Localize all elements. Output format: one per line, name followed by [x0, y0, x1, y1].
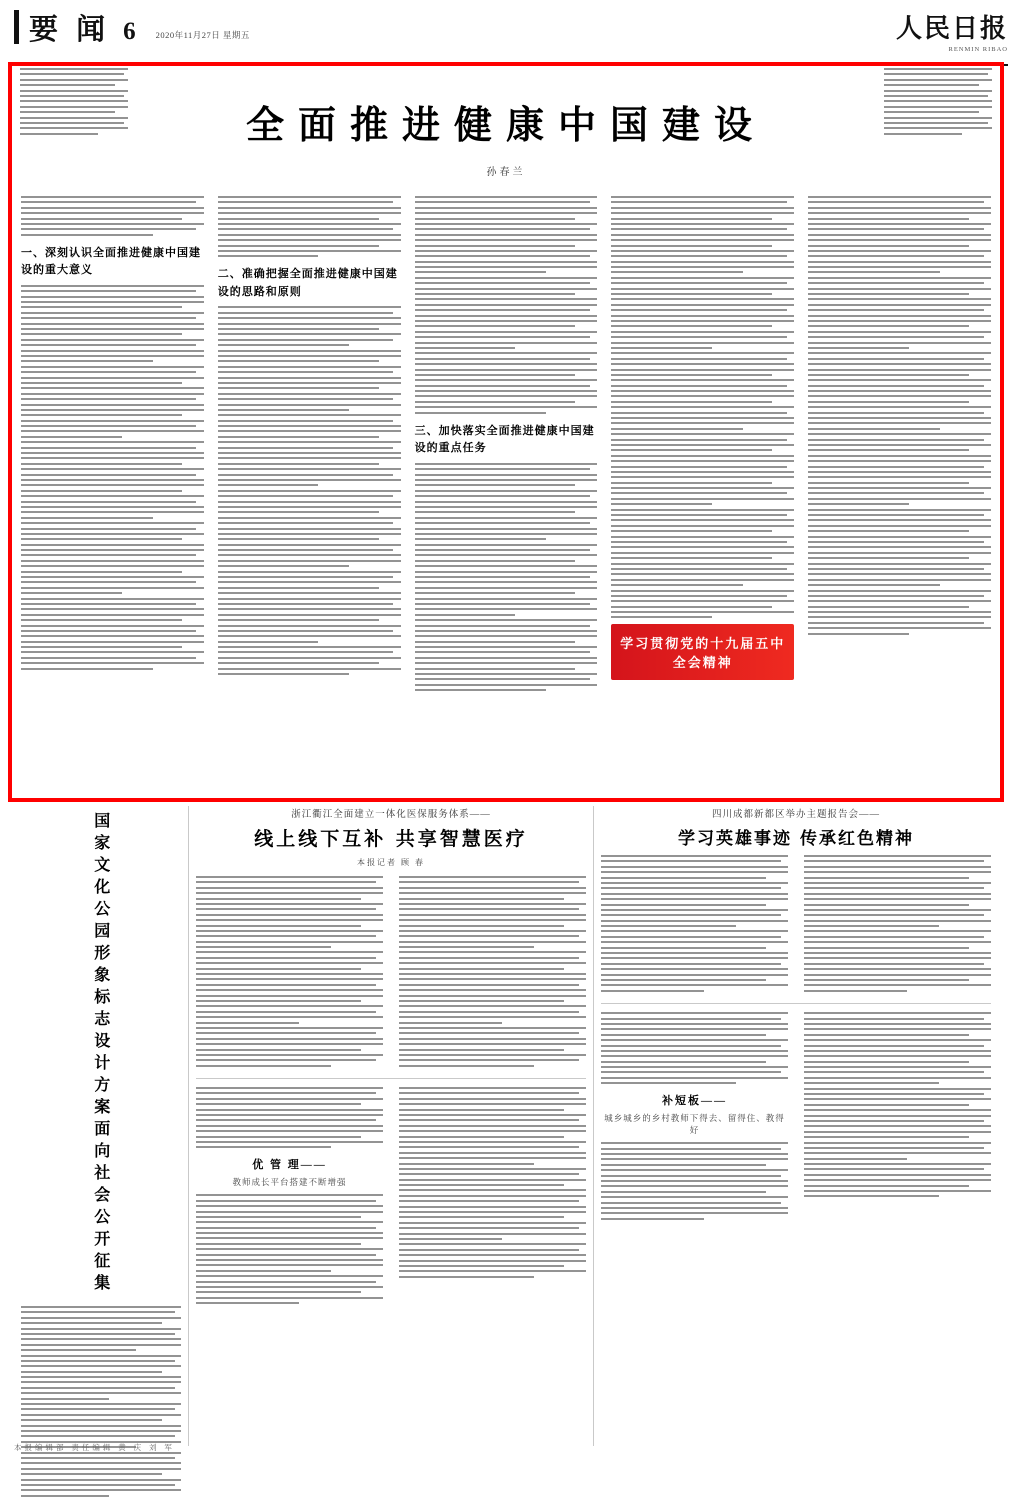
masthead-left	[14, 10, 250, 44]
feature-headline: 线上线下互补 共享智慧医疗	[254, 828, 528, 850]
top-article-columns	[14, 196, 998, 695]
notice-block	[14, 806, 189, 1446]
paper-name-en: RENMIN RIBAO	[948, 46, 1008, 53]
page-number: 6	[123, 18, 136, 45]
subsection-sub-2: 城乡城乡的乡村教师下得去、留得住、教得好	[604, 1113, 785, 1136]
article-byline: 孙春兰	[486, 167, 526, 178]
section-heading-2: 二、准确把握全面推进健康中国建设的思路和原则	[217, 267, 398, 298]
article-column-2	[211, 196, 408, 695]
study-banner: 学习贯彻党的十九届五中全会精神	[611, 624, 794, 680]
feature-authors: 本报记者 顾 春	[357, 858, 425, 867]
column-divider-2	[601, 1003, 991, 1004]
article-column-3	[408, 196, 605, 695]
subsection-sub-1: 教师成长平台搭建不断增强	[232, 1177, 347, 1188]
masthead-bar-icon	[14, 10, 19, 44]
feature-kicker: 浙江衢江全面建立一体化医保服务体系——	[291, 810, 491, 820]
feature-article-hero	[594, 806, 998, 1446]
subsection-heading-1: 优 管 理——	[252, 1159, 327, 1172]
article-headline: 全面推进健康中国建设	[245, 102, 766, 147]
section-title: 要 闻	[29, 12, 110, 46]
subsection-heading-2: 补短板——	[662, 1095, 727, 1108]
notice-body	[21, 1306, 181, 1497]
article-column-5	[801, 196, 998, 695]
article-column-4	[604, 196, 801, 695]
paper-name: 人民日报	[895, 14, 1008, 44]
column-divider	[196, 1078, 586, 1079]
right-margin-column	[878, 68, 998, 178]
notice-title: 国家文化公园形象标志设计方案面向社会公开征集	[91, 812, 111, 1296]
section-heading-3: 三、加快落实全面推进健康中国建设的重点任务	[414, 423, 595, 455]
hero-headline: 学习英雄事迹 传承红色精神	[678, 829, 914, 849]
left-margin-column	[14, 68, 134, 178]
feature-article-health	[189, 806, 594, 1446]
bottom-section	[14, 806, 998, 1446]
top-article	[14, 68, 998, 794]
masthead	[14, 6, 1008, 66]
section-heading-1: 一、深刻认识全面推进健康中国建设的重大意义	[21, 245, 201, 277]
masthead-right	[896, 8, 1008, 53]
page-footer: 本报编辑部 责任编辑 黄 庆 刘 军	[14, 1443, 175, 1452]
article-column-1	[14, 196, 211, 695]
left-margin-text	[20, 68, 128, 135]
issue-date: 2020年11月27日 星期五	[155, 30, 250, 40]
section-divider	[14, 800, 998, 801]
right-margin-text	[884, 68, 992, 135]
hero-kicker: 四川成都新都区举办主题报告会——	[711, 810, 880, 820]
